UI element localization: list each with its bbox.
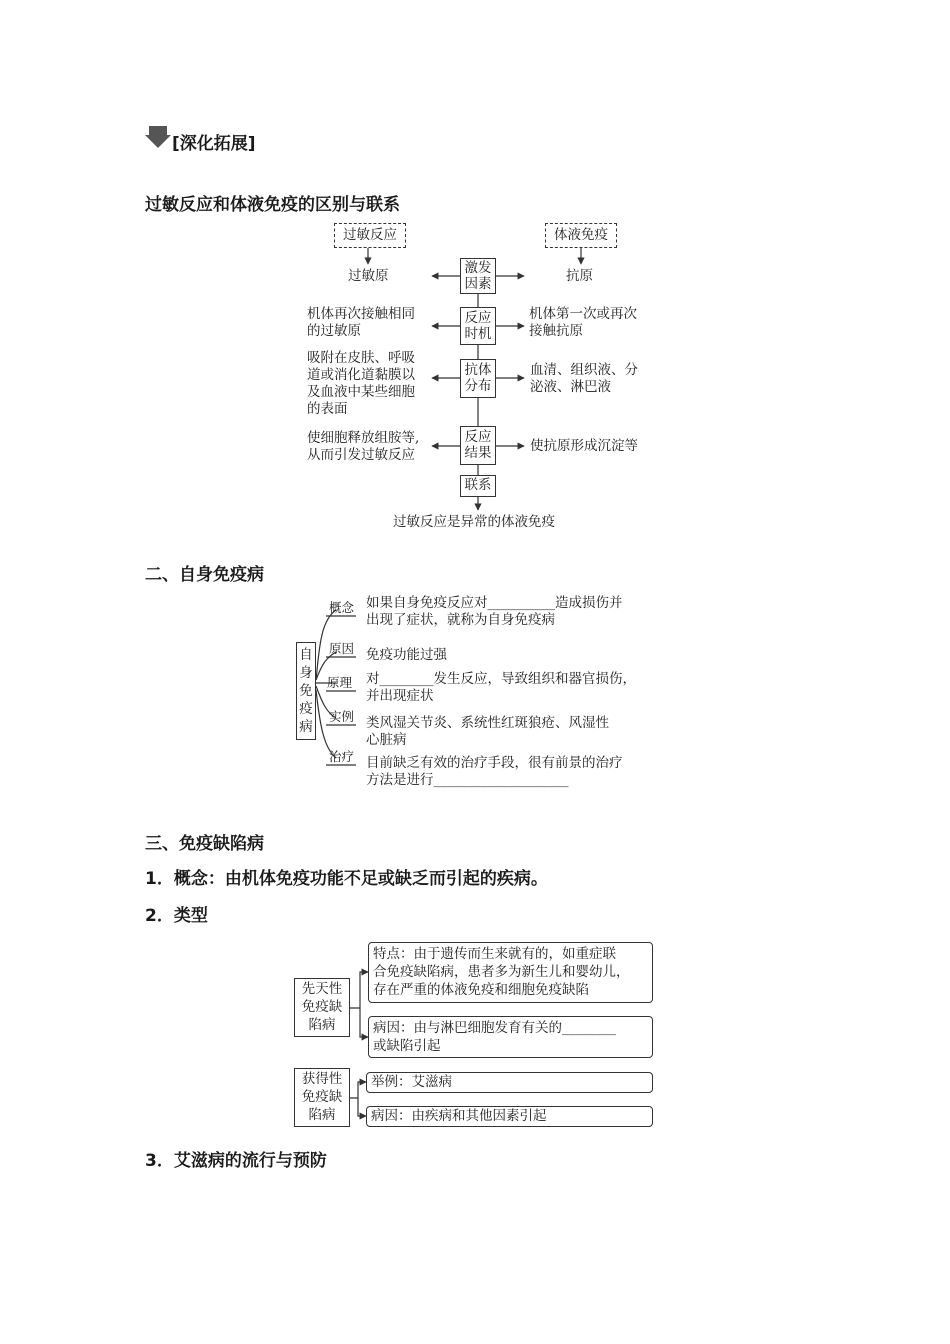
center-node-trigger: 激发 因素 [460,258,496,294]
center-node-antibody-location: 抗体 分布 [460,359,496,398]
immunodeficiency-concept: 1．概念：由机体免疫功能不足或缺乏而引起的疾病。 [145,869,548,889]
autoimmune-label-principle: 原理 [327,675,353,690]
allergy-result-text: 使细胞释放组胺等, 从而引发过敏反应 [307,430,420,463]
acquired-example-box: 举例：艾滋病 [366,1072,653,1093]
aids-heading: 3．艾滋病的流行与预防 [145,1151,327,1171]
immunodeficiency-section-title: 三、免疫缺陷病 [145,834,264,854]
autoimmune-text-principle: 对________发生反应，导致组织和器官损伤， 并出现症状 [366,671,636,704]
allergy-header-box: 过敏反应 [334,223,406,248]
allergy-timing-text: 机体再次接触相同 的过敏原 [307,306,415,339]
autoimmune-label-treatment: 治疗 [329,749,355,764]
autoimmune-text-treatment: 目前缺乏有效的治疗手段，很有前景的治疗 方法是进行____________________ [366,755,623,788]
autoimmune-label-cause: 原因 [329,641,355,656]
humoral-result-text: 使抗原形成沉淀等 [530,438,638,454]
allergy-section-title: 过敏反应和体液免疫的区别与联系 [145,195,400,215]
center-node-relation: 联系 [460,475,496,497]
allergy-conclusion: 过敏反应是异常的体液免疫 [393,514,555,530]
immunodeficiency-types-heading: 2．类型 [145,906,208,926]
congenital-feature-box: 特点：由于遗传而生来就有的，如重症联 合免疫缺陷病，患者多为新生儿和婴幼儿， 存在严重的体液免疫和细胞免疫缺陷 [368,942,653,1003]
autoimmune-label-example: 实例 [329,709,355,724]
expand-title: [深化拓展] [172,134,256,154]
humoral-header-box: 体液免疫 [545,223,617,248]
center-node-timing: 反应 时机 [460,307,496,345]
center-node-result: 反应 结果 [460,426,496,465]
humoral-antibody-text: 血清、组织液、分 泌液、淋巴液 [530,362,638,395]
humoral-timing-text: 机体第一次或再次 接触抗原 [529,306,637,339]
congenital-cause-box: 病因：由与淋巴细胞发育有关的________ 或缺陷引起 [368,1016,653,1058]
autoimmune-section-title: 二、自身免疫病 [145,565,264,585]
acquired-label-box: 获得性 免疫缺 陷病 [294,1068,350,1127]
autoimmune-text-concept: 如果自身免疫反应对__________造成损伤并 出现了症状，就称为自身免疫病 [366,595,623,628]
autoimmune-root-box: 自 身 免 疫 病 [296,642,316,740]
allergy-trigger-text: 过敏原 [348,268,389,284]
acquired-cause-box: 病因：由疾病和其他因素引起 [366,1106,653,1127]
autoimmune-label-concept: 概念 [329,600,355,615]
humoral-trigger-text: 抗原 [566,268,593,284]
allergy-antibody-text: 吸附在皮肤、呼吸 道或消化道黏膜以 及血液中某些细胞 的表面 [307,350,415,417]
autoimmune-text-example: 类风湿关节炎、系统性红斑狼疮、风湿性 心脏病 [366,715,609,748]
congenital-label-box: 先天性 免疫缺 陷病 [294,978,350,1037]
autoimmune-text-cause: 免疫功能过强 [366,647,447,663]
